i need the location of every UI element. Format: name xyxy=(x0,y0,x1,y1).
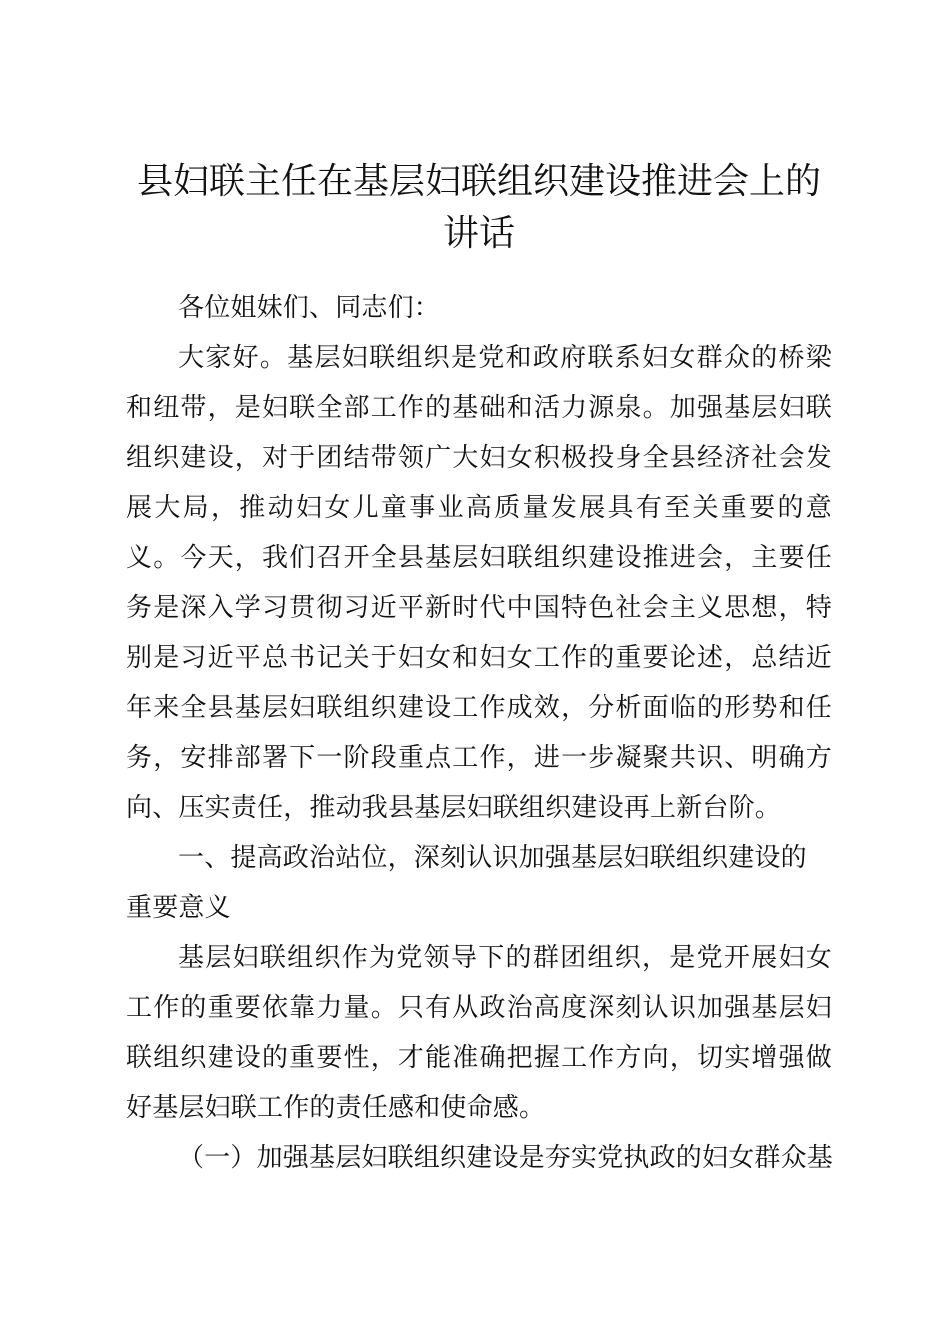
document-title: 县妇联主任在基层妇联组织建设推进会上的讲话 xyxy=(136,161,821,254)
section-heading-1: 一、提高政治站位，深刻认识加强基层妇联组织建设的重要意义 xyxy=(126,843,807,923)
subsection-heading-1: （一）加强基层妇联组织建设是夯实党执政的妇女群众基 xyxy=(178,1143,834,1173)
paragraph-section-1: 基层妇联组织作为党领导下的群团组织，是党开展妇女工作的重要依靠力量。只有从政治高度深刻认识加强基层妇联组织建设的重要性，才能准确把握工作方向，切实增强做好基层妇联工作的责任感和使命感。 xyxy=(126,943,832,1123)
paragraph-intro: 大家好。基层妇联组织是党和政府联系妇女群众的桥梁和纽带，是妇联全部工作的基础和活力源泉。加强基层妇联组织建设，对于团结带领广大妇女积极投身全县经济社会发展大局，推动妇女儿童事业高质量发展具有至关重要的意义。今天，我们召开全县基层妇联组织建设推进会，主要任务是深入学习贯彻习近平新时代中国特色社会主义思想，特别是习近平总书记关于妇女和妇女工作的重要论述，总结近年来全县基层妇联组织建设工作成效，分析面临的形势和任务，安排部署下一阶段重点工作，进一步凝聚共识、明确方向、压实责任，推动我县基层妇联组织建设再上新台阶。 xyxy=(126,343,832,823)
salutation: 各位姐妹们、同志们： xyxy=(178,293,441,323)
document-body xyxy=(126,283,832,1183)
